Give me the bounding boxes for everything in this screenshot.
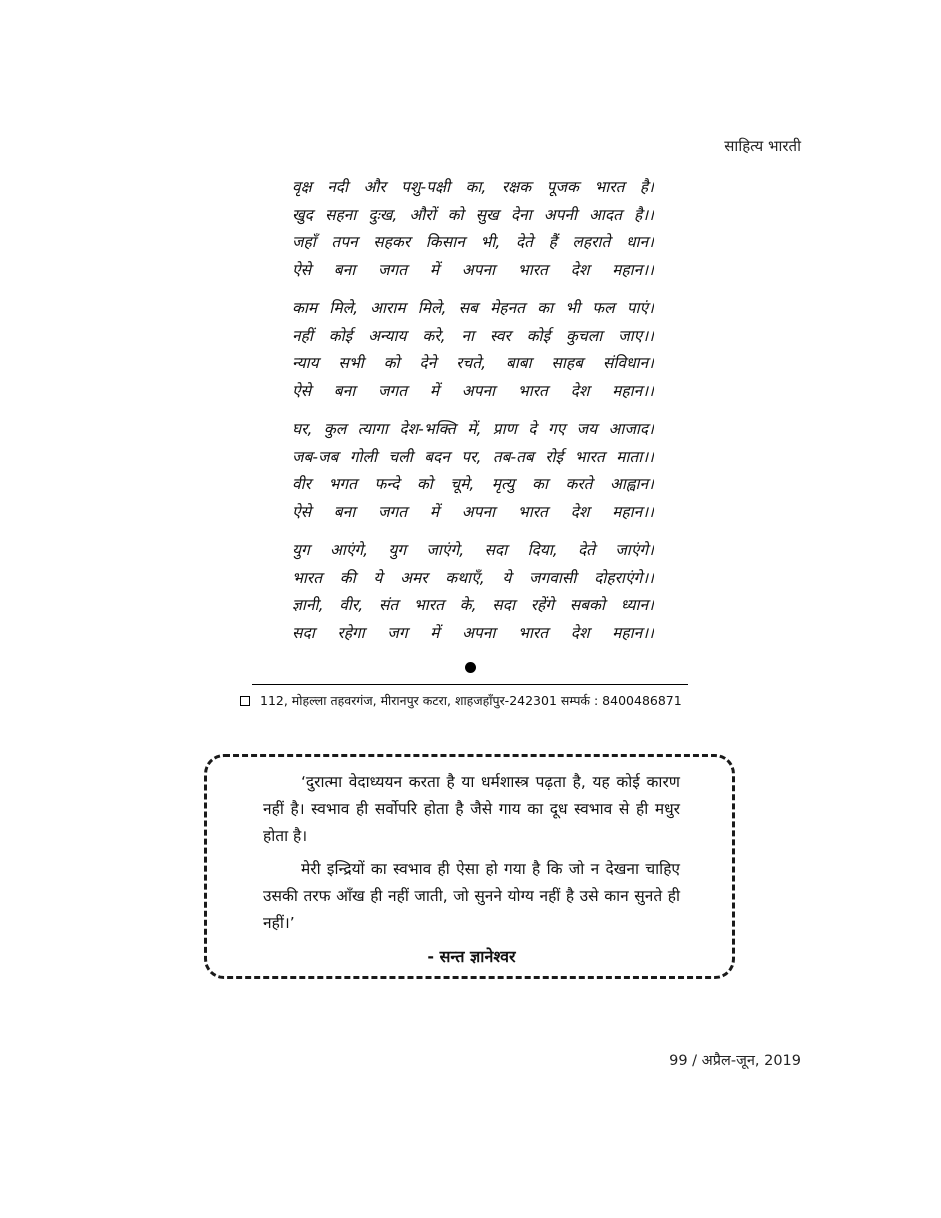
poem-line: ऐसे बना जगत में अपना भारत देश महान।। (292, 260, 654, 279)
quote-attribution: - सन्त ज्ञानेश्वर (427, 947, 516, 966)
poem-line: भारत की ये अमर कथाएँ, ये जगवासी दोहराएंगे।। (292, 568, 654, 587)
poem-line: युग आएंगे, युग जाएंगे, सदा दिया, देते जाएंगे। (292, 541, 654, 559)
author-address (240, 692, 710, 710)
poem-stanza-1 (292, 174, 654, 284)
poem-line: काम मिले, आराम मिले, सब मेहनत का भी फल पाएं। (292, 299, 654, 317)
poem-line: नहीं कोई अन्याय करे, ना स्वर कोई कुचला जाए।। (292, 326, 654, 345)
poem-line: सदा रहेगा जग में अपना भारत देश महान।। (292, 623, 654, 642)
poem-line: न्याय सभी को देने रचते, बाबा साहब संविधान। (292, 354, 654, 372)
poem-line: वृक्ष नदी और पशु-पक्षी का, रक्षक पूजक भारत है। (292, 178, 654, 196)
poem-line: जहाँ तपन सहकर किसान भी, देते हैं लहराते धान। (292, 233, 654, 251)
end-bullet (465, 662, 476, 673)
poem-line: खुद सहना दुःख, औरों को सुख देना अपनी आदत है।। (292, 205, 654, 224)
address-text: 112, मोहल्ला तहवरगंज, मीरानपुर कटरा, शाहजहाँपुर-242301 सम्पर्क : 8400486871 (260, 693, 682, 708)
divider-rule (252, 684, 688, 685)
poem-line: वीर भगत फन्दे को चूमे, मृत्यु का करते आह्वान। (292, 475, 654, 493)
page-folio: 99 / अप्रैल-जून, 2019 (669, 1053, 801, 1069)
square-bullet-icon (240, 696, 250, 706)
poem-stanza-4 (292, 537, 654, 647)
poem-stanza-2 (292, 295, 654, 405)
poem-line: जब-जब गोली चली बदन पर, तब-तब रोई भारत माता।। (292, 447, 654, 466)
quote-box (204, 754, 735, 979)
quote-paragraph-1: ‘दुरात्मा वेदाध्ययन करता है या धर्मशास्त्र पढ़ता है, यह कोई कारण नहीं है। स्वभाव ही सर्वोपरि होता है जैसे गाय का दूध स्वभाव से ही मधुर होता है। (263, 773, 680, 845)
poem-line: घर, कुल त्यागा देश-भक्ति में, प्राण दे गए जय आजाद। (292, 420, 654, 438)
poem-line: ऐसे बना जगत में अपना भारत देश महान।। (292, 502, 654, 521)
poem-stanza-3 (292, 416, 654, 526)
poem-line: ज्ञानी, वीर, संत भारत के, सदा रहेंगे सबको ध्यान। (292, 596, 654, 614)
poem (292, 174, 654, 658)
quote-paragraph-2: मेरी इन्द्रियों का स्वभाव ही ऐसा हो गया है कि जो न देखना चाहिए उसकी तरफ आँख ही नहीं जाती, जो सुनने योग्य नहीं है उसे कान सुनते ही नहीं।’ (263, 860, 680, 932)
poem-line: ऐसे बना जगत में अपना भारत देश महान।। (292, 381, 654, 400)
running-title: साहित्य भारती (724, 137, 801, 155)
